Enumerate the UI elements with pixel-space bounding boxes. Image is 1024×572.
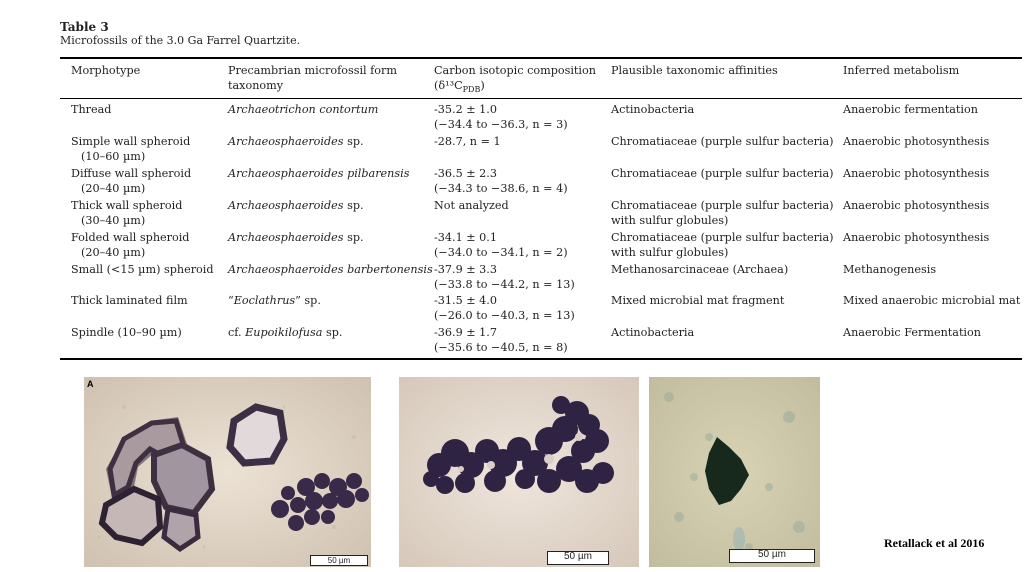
morphotype-line: Spindle (10–90 µm) <box>71 326 182 339</box>
taxon-name: Archaeotrichon contortum <box>228 103 379 116</box>
row-2-isotope <box>434 135 501 150</box>
isotope-line: -31.5 ± 4.0 <box>434 294 497 307</box>
taxon-suffix: sp. <box>343 231 364 244</box>
isotope-line: (−26.0 to −40.3, n = 13) <box>434 308 575 322</box>
affinity-line: Methanosarcinaceae (Archaea) <box>611 263 789 276</box>
row-7-metabolism: Mixed anaerobic microbial mat <box>843 294 1021 307</box>
header-affinities: Plausible taxonomic affinities <box>611 64 778 77</box>
taxon-name: Eoclathrus <box>233 294 296 307</box>
header-isotope-close: ) <box>480 78 485 92</box>
scale-bar-panel-a: 50 µm <box>310 555 368 566</box>
isotope-line: -35.2 ± 1.0 <box>434 103 497 116</box>
row-2-taxonomy <box>228 135 364 150</box>
header-taxonomy-line1: Precambrian microfossil form <box>228 64 397 77</box>
row-8-affinities <box>611 326 694 341</box>
affinity-line: with sulfur globules) <box>611 213 729 227</box>
row-1-taxonomy <box>228 103 378 118</box>
morphotype-line: Simple wall spheroid <box>71 135 191 148</box>
micrograph-panel-a <box>84 377 371 567</box>
table-top-rule <box>60 57 1022 59</box>
isotope-line: -34.1 ± 0.1 <box>434 231 497 244</box>
isotope-line: (−34.3 to −38.6, n = 4) <box>434 181 568 195</box>
morphotype-line: Diffuse wall spheroid <box>71 167 192 180</box>
row-5-taxonomy <box>228 231 364 246</box>
isotope-line: (−34.0 to −34.1, n = 2) <box>434 245 568 259</box>
row-8-morphotype <box>71 326 182 341</box>
row-7-affinities <box>611 294 784 309</box>
row-5-isotope <box>434 231 568 260</box>
isotope-line: (−33.8 to −44.2, n = 13) <box>434 277 575 291</box>
morphotype-line: Folded wall spheroid <box>71 231 190 244</box>
taxon-name: Archaeosphaeroides <box>228 135 344 148</box>
row-8-metabolism: Anaerobic Fermentation <box>843 326 981 339</box>
row-8-taxonomy <box>228 326 342 341</box>
isotope-line: -36.5 ± 2.3 <box>434 167 497 180</box>
affinity-line: Chromatiaceae (purple sulfur bacteria) <box>611 231 834 244</box>
table-bottom-rule <box>60 358 1022 360</box>
row-7-morphotype <box>71 294 188 309</box>
table-header-rule <box>60 98 1022 99</box>
row-7-taxonomy <box>228 294 321 309</box>
citation: Retallack et al 2016 <box>884 536 985 550</box>
row-3-metabolism: Anaerobic photosynthesis <box>843 167 990 180</box>
row-5-affinities <box>611 231 834 260</box>
isotope-line: (−34.4 to −36.3, n = 3) <box>434 117 568 131</box>
row-6-taxonomy <box>228 263 433 278</box>
affinity-line: Actinobacteria <box>611 103 695 116</box>
header-isotope-line1: Carbon isotopic composition <box>434 64 596 77</box>
morphotype-line: (20–40 µm) <box>81 181 146 195</box>
header-isotope-line2 <box>434 79 596 98</box>
morphotype-line: (30–40 µm) <box>81 213 146 227</box>
header-metabolism: Inferred metabolism <box>843 64 960 77</box>
morphotype-line: Thick wall spheroid <box>71 199 183 212</box>
isotope-line: Not analyzed <box>434 199 509 212</box>
affinity-line: Chromatiaceae (purple sulfur bacteria) <box>611 135 834 148</box>
taxon-name: Archaeosphaeroides <box>228 199 344 212</box>
row-3-affinities <box>611 167 834 182</box>
scale-bar-panel-c: 50 µm <box>729 549 815 563</box>
affinity-line: Chromatiaceae (purple sulfur bacteria) <box>611 167 834 180</box>
row-8-isotope <box>434 326 568 355</box>
row-6-morphotype <box>71 263 214 278</box>
row-4-isotope <box>434 199 509 214</box>
table-subtitle: Microfossils of the 3.0 Ga Farrel Quartzite. <box>60 34 301 47</box>
header-taxonomy <box>228 64 397 93</box>
row-3-isotope <box>434 167 568 196</box>
row-4-metabolism: Anaerobic photosynthesis <box>843 199 990 212</box>
panel-a-letter: A <box>87 379 94 389</box>
header-isotope-symbol: (δ¹³C <box>434 78 463 92</box>
row-6-affinities <box>611 263 788 278</box>
row-5-metabolism: Anaerobic photosynthesis <box>843 231 990 244</box>
row-2-metabolism: Anaerobic photosynthesis <box>843 135 990 148</box>
isotope-line: -28.7, n = 1 <box>434 135 501 148</box>
header-isotope <box>434 64 596 97</box>
morphotype-line: Small (<15 µm) spheroid <box>71 263 214 276</box>
taxon-prefix: “ <box>228 294 234 307</box>
morphotype-line: (10–60 µm) <box>81 149 146 163</box>
table-title: Table 3 <box>60 20 109 34</box>
taxon-suffix: ” sp. <box>295 294 321 307</box>
micrograph-panel-b <box>399 377 639 567</box>
taxon-prefix: cf. <box>228 326 246 339</box>
row-4-taxonomy <box>228 199 364 214</box>
morphotype-line: (20–40 µm) <box>81 245 146 259</box>
spheroid-cluster-small <box>230 407 284 463</box>
affinity-line: with sulfur globules) <box>611 245 729 259</box>
isotope-line: (−35.6 to −40.5, n = 8) <box>434 340 568 354</box>
micrograph-panel-c <box>649 377 820 567</box>
taxon-name: Archaeosphaeroides <box>228 231 344 244</box>
row-4-morphotype <box>71 199 182 228</box>
row-2-affinities <box>611 135 834 150</box>
row-6-metabolism: Methanogenesis <box>843 263 937 276</box>
row-7-isotope <box>434 294 575 323</box>
row-5-morphotype <box>71 231 189 260</box>
scale-bar-panel-b: 50 µm <box>547 551 609 565</box>
affinity-line: Chromatiaceae (purple sulfur bacteria) <box>611 199 834 212</box>
taxon-name: Archaeosphaeroides barbertonensis <box>228 263 433 276</box>
row-3-morphotype <box>71 167 191 196</box>
header-morphotype: Morphotype <box>71 64 141 77</box>
row-1-affinities <box>611 103 694 118</box>
table-caption <box>60 20 300 48</box>
row-1-metabolism: Anaerobic fermentation <box>843 103 978 116</box>
taxon-suffix: sp. <box>343 199 364 212</box>
taxon-suffix: sp. <box>322 326 343 339</box>
row-1-isotope <box>434 103 568 132</box>
row-1-morphotype <box>71 103 111 118</box>
header-isotope-sub: PDB <box>462 84 481 94</box>
isotope-line: -37.9 ± 3.3 <box>434 263 497 276</box>
morphotype-line: Thread <box>71 103 112 116</box>
row-6-isotope <box>434 263 575 292</box>
taxon-name: Archaeosphaeroides pilbarensis <box>228 167 410 180</box>
affinity-line: Mixed microbial mat fragment <box>611 294 785 307</box>
taxon-name: Eupoikilofusa <box>245 326 323 339</box>
morphotype-line: Thick laminated film <box>71 294 188 307</box>
affinity-line: Actinobacteria <box>611 326 695 339</box>
row-2-morphotype <box>71 135 190 164</box>
row-4-affinities <box>611 199 834 228</box>
micrograph-spheroids-image <box>84 377 371 567</box>
row-3-taxonomy <box>228 167 409 182</box>
micrograph-laminated-film-image <box>399 377 639 567</box>
taxon-suffix: sp. <box>343 135 364 148</box>
header-taxonomy-line2: taxonomy <box>228 78 284 92</box>
micrograph-spindle-image <box>649 377 820 567</box>
isotope-line: -36.9 ± 1.7 <box>434 326 497 339</box>
